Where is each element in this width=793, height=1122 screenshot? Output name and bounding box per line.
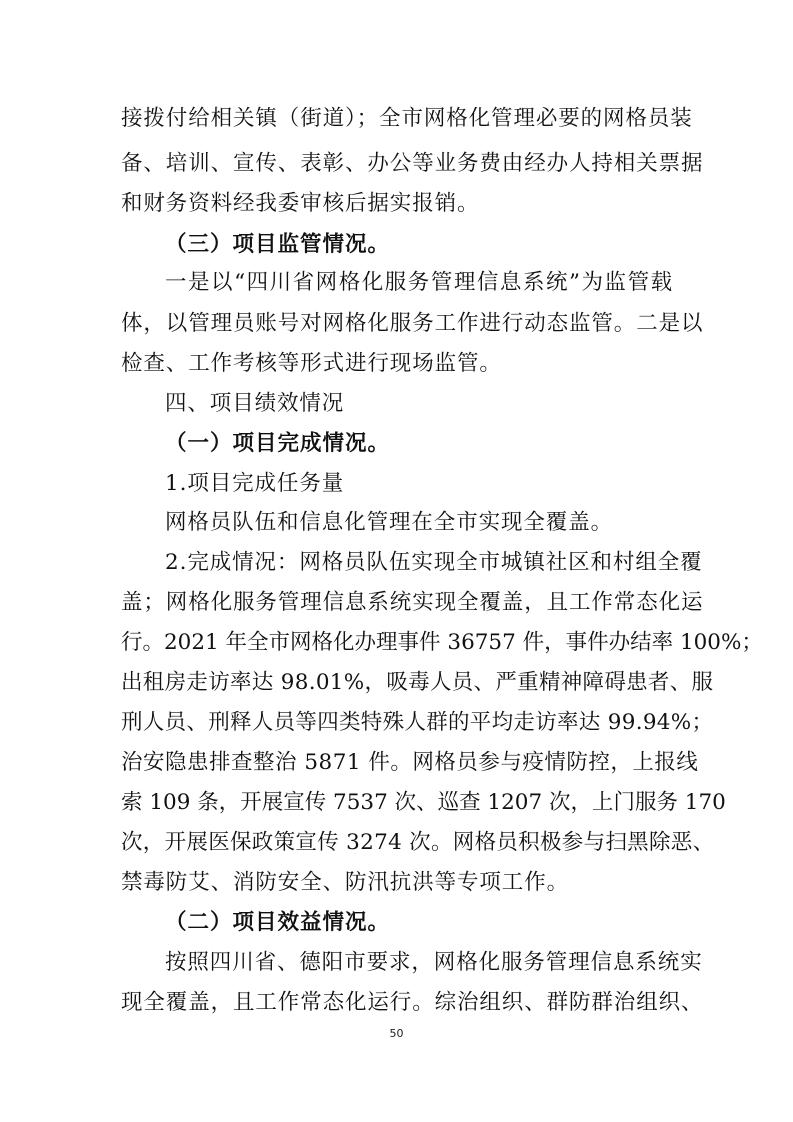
chapter-heading-performance: 四、项目绩效情况 [165, 391, 345, 416]
section-heading-supervision: （三）项目监管情况。 [165, 232, 391, 257]
body-line-16: 刑人员、刑释人员等四类特殊人群的平均走访率达 99.94%； [121, 710, 714, 735]
body-line-23: 现全覆盖，且工作常态化运行。综治组织、群防群治组织、 [121, 990, 704, 1015]
section-heading-completion: （一）项目完成情况。 [165, 431, 391, 456]
body-line-2: 备、培训、宣传、表彰、办公等业务费由经办人持相关票据 [121, 151, 704, 176]
body-line-20: 禁毒防艾、消防安全、防汛抗洪等专项工作。 [121, 870, 570, 895]
body-line-11: 网格员队伍和信息化管理在全市实现全覆盖。 [165, 510, 614, 535]
body-line-1: 接拨付给相关镇（街道）；全市网格化管理必要的网格员装 [121, 106, 693, 131]
page-number: 50 [389, 1027, 404, 1040]
body-line-18: 索 109 条，开展宣传 7537 次、巡查 1207 次，上门服务 170 [121, 790, 726, 815]
subsection-heading-tasks: 1.项目完成任务量 [165, 471, 345, 496]
section-heading-benefits: （二）项目效益情况。 [165, 910, 391, 935]
body-line-15: 出租房走访率达 98.01%，吸毒人员、严重精神障碍患者、服 [121, 670, 714, 695]
body-line-5: 一是以“四川省网格化服务管理信息系统”为监管载 [165, 270, 673, 295]
body-line-13: 盖；网格化服务管理信息系统实现全覆盖，且工作常态化运 [121, 590, 704, 615]
body-line-19: 次，开展医保政策宣传 3274 次。网格员积极参与扫黑除恶、 [121, 830, 715, 855]
body-line-3: 和财务资料经我委审核后据实报销。 [121, 191, 480, 216]
body-line-6: 体，以管理员账号对网格化服务工作进行动态监管。二是以 [121, 311, 704, 336]
body-line-12: 2.完成情况：网格员队伍实现全市城镇社区和村组全覆 [165, 550, 703, 575]
body-line-7: 检查、工作考核等形式进行现场监管。 [121, 351, 502, 376]
body-line-14: 行。2021 年全市网格化办理事件 36757 件，事件办结率 100%； [121, 630, 763, 655]
body-line-22: 按照四川省、德阳市要求，网格化服务管理信息系统实 [165, 950, 703, 975]
body-line-17: 治安隐患排查整治 5871 件。网格员参与疫情防控，上报线 [121, 750, 699, 775]
